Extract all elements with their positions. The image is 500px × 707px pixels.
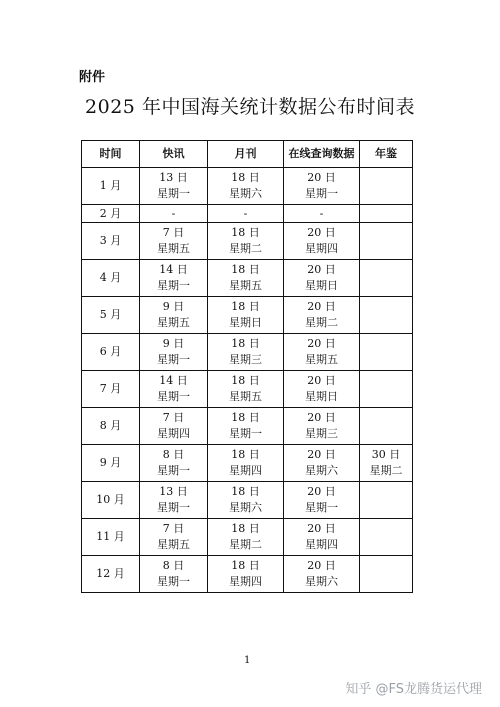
cell-weekday: 星期二: [229, 242, 262, 255]
cell-weekday: 星期三: [305, 427, 338, 440]
table-row: [82, 556, 413, 593]
cell-monthly: [208, 168, 284, 205]
cell-online: [284, 519, 360, 556]
cell-day: 18 日: [231, 522, 260, 535]
cell-weekday: 星期一: [157, 575, 190, 588]
cell-month: 11 月: [82, 519, 140, 556]
cell-month: 10 月: [82, 482, 140, 519]
cell-day: 9 日: [162, 337, 185, 350]
cell-weekday: 星期六: [305, 464, 338, 477]
schedule-table: [81, 140, 413, 593]
cell-flash: [140, 297, 208, 334]
cell-flash: [140, 371, 208, 408]
cell-monthly: [208, 371, 284, 408]
cell-yearbook: [360, 445, 413, 482]
cell-yearbook: [360, 519, 413, 556]
cell-yearbook: [360, 223, 413, 260]
cell-month: 9 月: [82, 445, 140, 482]
cell-weekday: 星期日: [305, 279, 338, 292]
cell-yearbook: [360, 334, 413, 371]
cell-monthly: [208, 408, 284, 445]
table-row: [82, 260, 413, 297]
cell-weekday: 星期二: [305, 316, 338, 329]
cell-online: [284, 482, 360, 519]
cell-day: 20 日: [307, 374, 336, 387]
cell-flash: [140, 556, 208, 593]
cell-monthly: [208, 223, 284, 260]
cell-weekday: 星期五: [157, 316, 190, 329]
cell-day: 30 日: [371, 448, 401, 461]
cell-day: 18 日: [231, 226, 260, 239]
cell-day: 20 日: [307, 263, 336, 276]
cell-month: 4 月: [82, 260, 140, 297]
cell-day: 8 日: [162, 559, 185, 572]
cell-online: [284, 168, 360, 205]
cell-day: 18 日: [231, 337, 260, 350]
cell-day: 20 日: [307, 559, 336, 572]
cell-day: -: [319, 206, 324, 220]
cell-weekday: 星期四: [305, 538, 338, 551]
cell-weekday: 星期一: [157, 279, 190, 292]
cell-online: [284, 205, 360, 223]
cell-day: 20 日: [307, 171, 336, 184]
cell-day: 18 日: [231, 300, 260, 313]
cell-weekday: 星期一: [157, 501, 190, 514]
cell-flash: [140, 205, 208, 223]
cell-yearbook: [360, 482, 413, 519]
cell-monthly: [208, 556, 284, 593]
cell-month: 12 月: [82, 556, 140, 593]
cell-yearbook: [360, 556, 413, 593]
cell-day: 18 日: [231, 411, 260, 424]
cell-weekday: 星期五: [229, 390, 262, 403]
column-header-yearbook: 年鉴: [360, 141, 413, 168]
cell-online: [284, 297, 360, 334]
cell-weekday: 星期五: [157, 538, 190, 551]
cell-flash: [140, 408, 208, 445]
cell-weekday: 星期二: [229, 538, 262, 551]
page-number: 1: [244, 655, 251, 666]
cell-month: 2 月: [82, 205, 140, 223]
cell-day: 20 日: [307, 448, 336, 461]
cell-weekday: 星期五: [305, 353, 338, 366]
cell-yearbook: [360, 205, 413, 223]
cell-weekday: 星期一: [305, 501, 338, 514]
table-row: [82, 205, 413, 223]
cell-month: 1 月: [82, 168, 140, 205]
cell-online: [284, 260, 360, 297]
cell-yearbook: [360, 168, 413, 205]
column-header-time: 时间: [82, 141, 140, 168]
cell-day: 18 日: [231, 559, 260, 572]
cell-day: 18 日: [231, 171, 260, 184]
cell-weekday: 星期五: [229, 279, 262, 292]
attachment-label: 附件: [79, 70, 106, 85]
cell-flash: [140, 519, 208, 556]
cell-online: [284, 445, 360, 482]
table-header-row: [82, 141, 413, 168]
cell-weekday: 星期三: [229, 353, 262, 366]
cell-day: 9 日: [162, 300, 185, 313]
table-row: [82, 408, 413, 445]
table-row: [82, 445, 413, 482]
cell-month: 7 月: [82, 371, 140, 408]
cell-monthly: [208, 260, 284, 297]
cell-monthly: [208, 334, 284, 371]
cell-weekday: 星期一: [229, 427, 262, 440]
cell-weekday: 星期六: [229, 187, 262, 200]
cell-day: -: [243, 206, 248, 220]
column-header-flash: 快讯: [140, 141, 208, 168]
cell-flash: [140, 223, 208, 260]
cell-weekday: 星期四: [229, 575, 262, 588]
cell-day: 20 日: [307, 485, 336, 498]
cell-day: 13 日: [159, 485, 188, 498]
cell-day: 18 日: [231, 485, 260, 498]
table-row: [82, 223, 413, 260]
cell-weekday: 星期六: [229, 501, 262, 514]
cell-monthly: [208, 482, 284, 519]
cell-weekday: 星期四: [229, 464, 262, 477]
cell-online: [284, 371, 360, 408]
cell-monthly: [208, 519, 284, 556]
cell-weekday: 星期一: [157, 353, 190, 366]
cell-day: 14 日: [159, 374, 188, 387]
cell-online: [284, 223, 360, 260]
cell-month: 8 月: [82, 408, 140, 445]
cell-weekday: 星期日: [305, 390, 338, 403]
cell-day: 20 日: [307, 522, 336, 535]
watermark: 知乎 @FS龙腾货运代理: [345, 682, 482, 697]
cell-day: 20 日: [307, 226, 336, 239]
cell-flash: [140, 260, 208, 297]
cell-day: 20 日: [307, 411, 336, 424]
table-row: [82, 482, 413, 519]
cell-day: 7 日: [162, 226, 185, 239]
cell-weekday: 星期一: [157, 390, 190, 403]
cell-yearbook: [360, 408, 413, 445]
cell-weekday: 星期四: [157, 427, 190, 440]
column-header-monthly: 月刊: [208, 141, 284, 168]
cell-day: 18 日: [231, 448, 260, 461]
cell-weekday: 星期六: [305, 575, 338, 588]
cell-weekday: 星期二: [369, 464, 403, 477]
cell-day: 14 日: [159, 263, 188, 276]
cell-flash: [140, 168, 208, 205]
table-row: [82, 297, 413, 334]
table-row: [82, 168, 413, 205]
cell-weekday: 星期四: [305, 242, 338, 255]
cell-day: 18 日: [231, 374, 260, 387]
cell-month: 5 月: [82, 297, 140, 334]
cell-weekday: 星期一: [157, 187, 190, 200]
cell-day: -: [171, 206, 176, 220]
page-title: 2025 年中国海关统计数据公布时间表: [85, 96, 415, 118]
column-header-online: 在线查询数据: [284, 141, 360, 168]
cell-day: 18 日: [231, 263, 260, 276]
cell-weekday: 星期一: [157, 464, 190, 477]
cell-flash: [140, 445, 208, 482]
cell-day: 7 日: [162, 522, 185, 535]
cell-weekday: 星期五: [157, 242, 190, 255]
cell-online: [284, 556, 360, 593]
cell-month: 3 月: [82, 223, 140, 260]
table-row: [82, 334, 413, 371]
cell-weekday: 星期一: [305, 187, 338, 200]
table-row: [82, 371, 413, 408]
cell-day: 8 日: [162, 448, 185, 461]
cell-yearbook: [360, 297, 413, 334]
cell-monthly: [208, 445, 284, 482]
cell-online: [284, 334, 360, 371]
cell-day: 20 日: [307, 337, 336, 350]
cell-online: [284, 408, 360, 445]
cell-weekday: 星期日: [229, 316, 262, 329]
cell-day: 7 日: [162, 411, 185, 424]
cell-monthly: [208, 297, 284, 334]
cell-flash: [140, 334, 208, 371]
cell-month: 6 月: [82, 334, 140, 371]
cell-flash: [140, 482, 208, 519]
cell-monthly: [208, 205, 284, 223]
cell-day: 20 日: [307, 300, 336, 313]
cell-yearbook: [360, 371, 413, 408]
cell-yearbook: [360, 260, 413, 297]
table-row: [82, 519, 413, 556]
cell-day: 13 日: [159, 171, 188, 184]
